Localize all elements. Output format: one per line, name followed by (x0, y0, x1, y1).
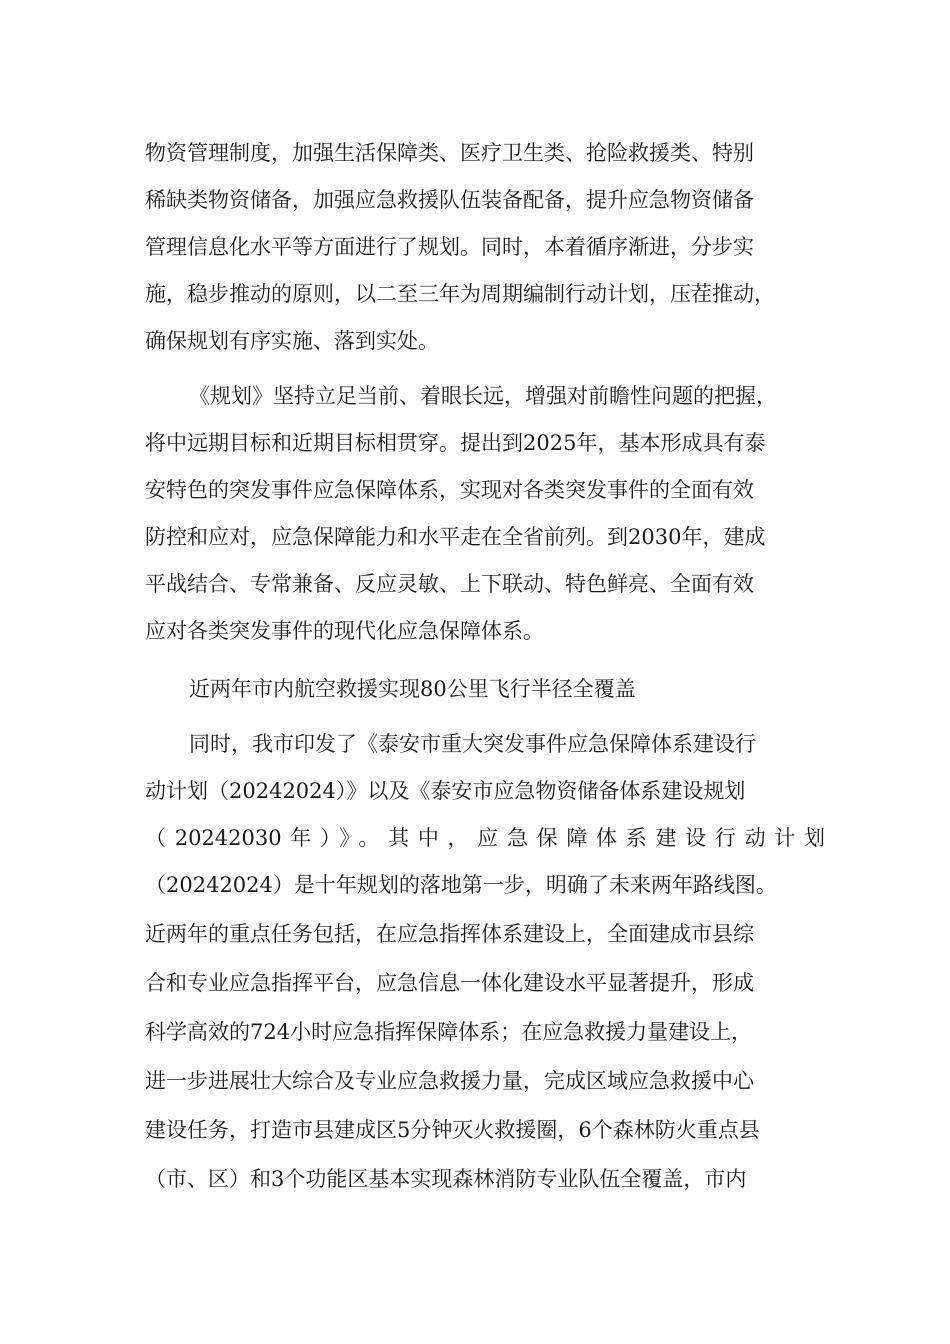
paragraph-start-line: 《规划》坚持立足当前、着眼长远，增强对前瞻性问题的把握， (189, 384, 777, 408)
text-line: 平战结合、专常兼备、反应灵敏、上下联动、特色鲜亮、全面有效 (145, 572, 754, 596)
text-line: 建设任务，打造市县建成区5分钟灭火救援圈，6个森林防火重点县 (145, 1118, 760, 1142)
text-line: 施，稳步推动的原则，以二至三年为周期编制行动计划，压茬推动， (145, 282, 775, 306)
paragraph-start-line: 同时，我市印发了《泰安市重大突发事件应急保障体系建设行 (189, 732, 756, 756)
text-line: 安特色的突发事件应急保障体系，实现对各类突发事件的全面有效 (145, 478, 754, 502)
text-line: （市、区）和3个功能区基本实现森林消防专业队伍全覆盖，市内 (145, 1167, 747, 1191)
text-line: 应对各类突发事件的现代化应急保障体系。 (145, 619, 544, 643)
text-line: 科学高效的724小时应急指挥保障体系；在应急救援力量建设上， (145, 1020, 753, 1044)
text-line: 将中远期目标和近期目标相贯穿。提出到2025年，基本形成具有泰 (145, 431, 766, 455)
text-line: 稀缺类物资储备，加强应急救援队伍装备配备，提升应急物资储备 (145, 188, 754, 212)
text-line: 动计划（20242024）》以及《泰安市应急物资储备体系建设规划 (145, 779, 746, 803)
text-line: 近两年的重点任务包括，在应急指挥体系建设上，全面建成市县综 (145, 922, 754, 946)
text-line: （20242024）是十年规划的落地第一步，明确了未来两年路线图。 (145, 873, 777, 897)
text-line: 确保规划有序实施、落到实处。 (145, 329, 439, 353)
section-heading: 近两年市内航空救援实现80公里飞行半径全覆盖 (189, 677, 636, 701)
text-line: 合和专业应急指挥平台，应急信息一体化建设水平显著提升，形成 (145, 971, 754, 995)
text-line: 物资管理制度，加强生活保障类、医疗卫生类、抢险救援类、特别 (145, 141, 754, 165)
text-line: 进一步进展壮大综合及专业应急救援力量，完成区域应急救援中心 (145, 1069, 754, 1093)
text-line: 防控和应对，应急保障能力和水平走在全省前列。到2030年，建成 (145, 525, 766, 549)
text-line: 管理信息化水平等方面进行了规划。同时，本着循序渐进，分步实 (145, 235, 754, 259)
text-line: （20242030年）》。其中，应急保障体系建设行动计划 (145, 826, 825, 850)
